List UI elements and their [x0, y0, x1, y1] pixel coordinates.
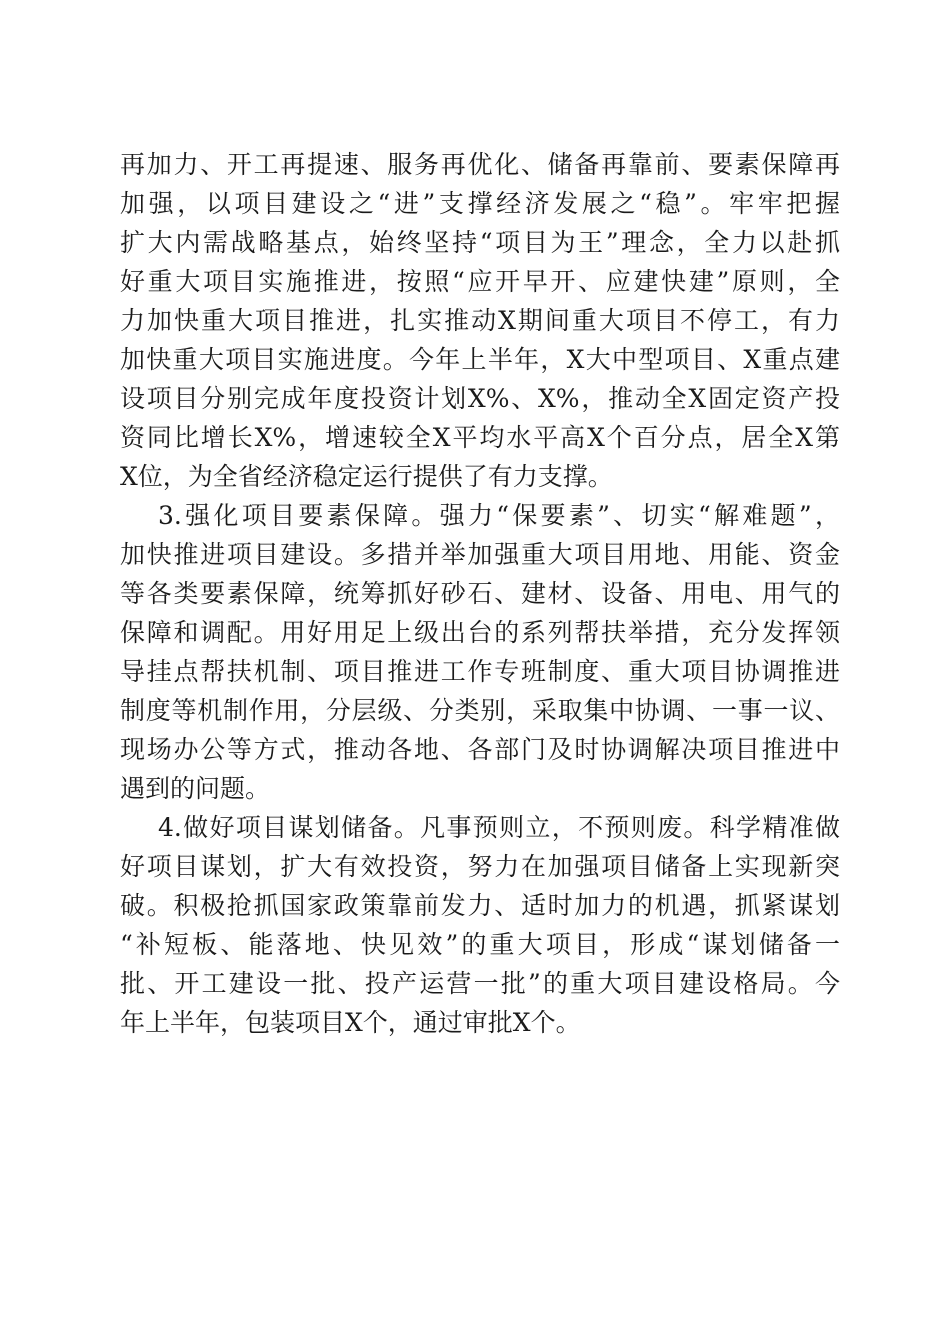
text-line: 扩大内需战略基点，始终坚持“项目为王”理念，全力以赴抓 [120, 228, 840, 257]
text-line: 等各类要素保障，统筹抓好砂石、建材、设备、用电、用气的 [120, 579, 840, 608]
text-line: 破。积极抢抓国家政策靠前发力、适时加力的机遇，抓紧谋划 [120, 891, 840, 920]
paragraph-1 [120, 145, 840, 496]
text-line: 资同比增长X%，增速较全X平均水平高X个百分点，居全X第 [120, 423, 840, 452]
text-line: X位，为全省经济稳定运行提供了有力支撑。 [120, 462, 613, 491]
paragraph-3 [120, 808, 840, 1042]
text-line: 保障和调配。用好用足上级出台的系列帮扶举措，充分发挥领 [120, 618, 840, 647]
text-line: 4.做好项目谋划储备。凡事预则立，不预则废。科学精准做 [158, 813, 840, 842]
text-line: 制度等机制作用，分层级、分类别，采取集中协调、一事一议、 [120, 696, 840, 725]
text-line: 好重大项目实施推进，按照“应开早开、应建快建”原则，全 [120, 267, 840, 296]
text-line: “补短板、能落地、快见效”的重大项目，形成“谋划储备一 [120, 930, 840, 959]
text-line: 力加快重大项目推进，扎实推动X期间重大项目不停工，有力 [120, 306, 840, 335]
body-text [120, 145, 840, 1042]
text-line: 现场办公等方式，推动各地、各部门及时协调解决项目推进中 [120, 735, 840, 764]
text-line: 3.强化项目要素保障。强力“保要素”、切实“解难题”， [158, 501, 840, 530]
text-line: 批、开工建设一批、投产运营一批”的重大项目建设格局。今 [120, 969, 840, 998]
text-line: 年上半年，包装项目X个，通过审批X个。 [120, 1008, 581, 1037]
text-line: 好项目谋划，扩大有效投资，努力在加强项目储备上实现新突 [120, 852, 840, 881]
text-line: 导挂点帮扶机制、项目推进工作专班制度、重大项目协调推进 [120, 657, 840, 686]
paragraph-2 [120, 496, 840, 808]
text-line: 加快推进项目建设。多措并举加强重大项目用地、用能、资金 [120, 540, 840, 569]
text-line: 遇到的问题。 [120, 774, 271, 803]
text-line: 再加力、开工再提速、服务再优化、储备再靠前、要素保障再 [120, 150, 840, 179]
text-line: 加强，以项目建设之“进”支撑经济发展之“稳”。牢牢把握 [120, 189, 840, 218]
text-line: 设项目分别完成年度投资计划X%、X%，推动全X固定资产投 [120, 384, 840, 413]
text-line: 加快重大项目实施进度。今年上半年，X大中型项目、X重点建 [120, 345, 840, 374]
